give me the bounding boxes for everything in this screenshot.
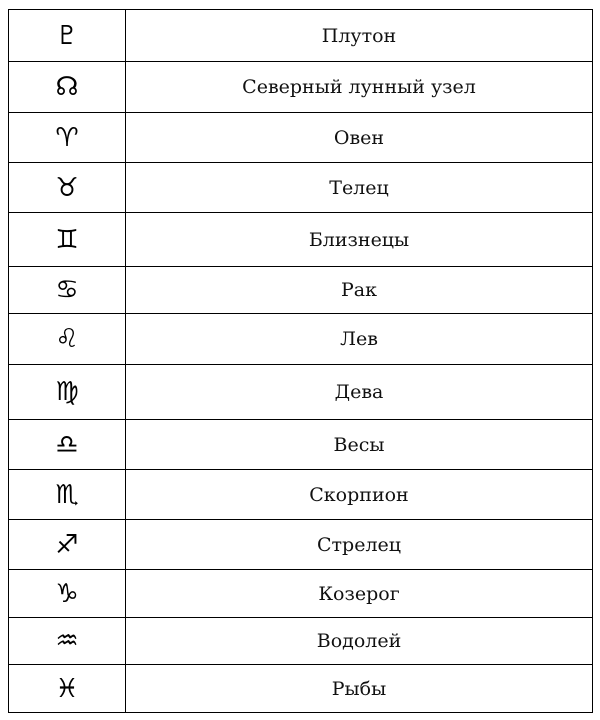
aries-icon: ♈︎ [9, 113, 126, 163]
pluto-icon: ♇ [9, 10, 126, 62]
table-row [9, 665, 593, 713]
table-row [9, 365, 593, 420]
row-name: Телец [126, 163, 593, 213]
table-row [9, 314, 593, 365]
table-row [9, 470, 593, 520]
gemini-icon: ♊︎ [9, 213, 126, 267]
table-row [9, 520, 593, 570]
row-name: Весы [126, 420, 593, 470]
libra-icon: ♎︎ [9, 420, 126, 470]
row-name: Скорпион [126, 470, 593, 520]
row-name: Северный лунный узел [126, 62, 593, 113]
scorpio-icon: ♏︎ [9, 470, 126, 520]
north-node-icon: ☊ [9, 62, 126, 113]
table-row [9, 420, 593, 470]
row-name: Близнецы [126, 213, 593, 267]
table-row [9, 62, 593, 113]
cancer-icon: ♋︎ [9, 267, 126, 314]
row-name: Лев [126, 314, 593, 365]
row-name: Плутон [126, 10, 593, 62]
row-name: Стрелец [126, 520, 593, 570]
row-name: Дева [126, 365, 593, 420]
sagittarius-icon: ♐︎ [9, 520, 126, 570]
row-name: Козерог [126, 570, 593, 618]
virgo-icon: ♍︎ [9, 365, 126, 420]
row-name: Рыбы [126, 665, 593, 713]
table-row [9, 267, 593, 314]
taurus-icon: ♉︎ [9, 163, 126, 213]
table-row [9, 618, 593, 665]
capricorn-icon: ♑︎ [9, 570, 126, 618]
row-name: Водолей [126, 618, 593, 665]
table-row [9, 163, 593, 213]
table-row [9, 10, 593, 62]
table-row [9, 113, 593, 163]
row-name: Овен [126, 113, 593, 163]
row-name: Рак [126, 267, 593, 314]
aquarius-icon: ♒︎ [9, 618, 126, 665]
leo-icon: ♌︎ [9, 314, 126, 365]
table-row [9, 570, 593, 618]
pisces-icon: ♓︎ [9, 665, 126, 713]
table-row [9, 213, 593, 267]
astrology-symbols-table [8, 9, 593, 713]
